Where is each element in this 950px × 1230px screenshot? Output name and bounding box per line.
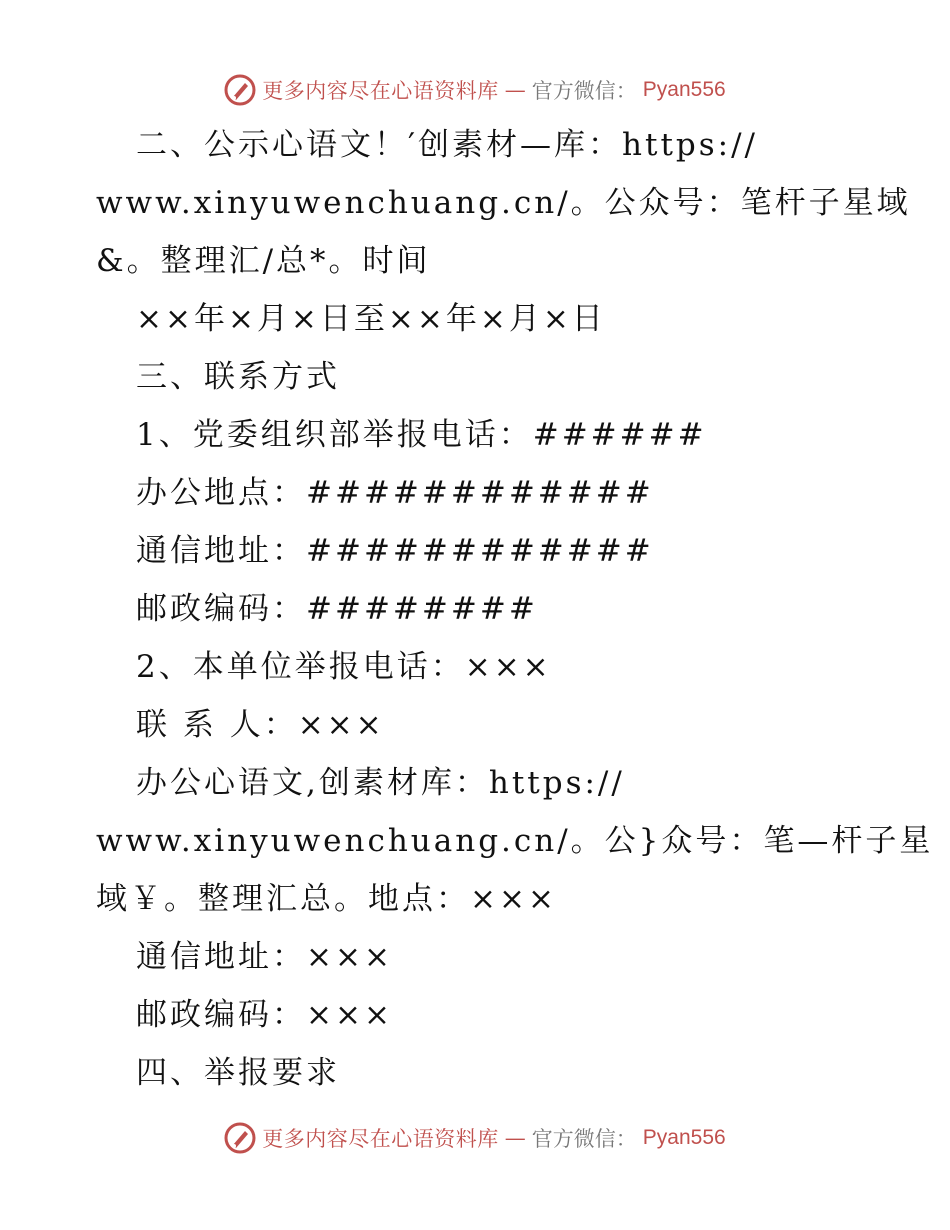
text-line-13: www.xinyuwenchuang.cn/。公}众号：笔—杆子星 — [96, 823, 934, 859]
unit-phone-line: 2、本单位举报电话：××× — [136, 649, 552, 685]
watermark-wechat-id: Pyan556 — [642, 1126, 726, 1149]
pen-logo-icon — [224, 74, 256, 106]
text-line-14: 域￥。整理汇总。地点：××× — [96, 881, 557, 917]
mailing-address-line-2: 通信地址：××× — [136, 939, 393, 975]
text-line-2: www.xinyuwenchuang.cn/。公众号：笔杆子星域 — [96, 185, 911, 221]
text-line-1: 二、公示心语文！′创素材—库：https:// — [136, 127, 759, 163]
watermark-dash: — — [504, 1126, 526, 1150]
text-line-3: &。整理汇/总*。时间 — [96, 243, 431, 279]
time-range-line: ××年×月×日至××年×月×日 — [136, 301, 606, 337]
text-line-12: 办公心语文,创素材库：https:// — [136, 765, 625, 801]
office-location-line: 办公地点：############ — [136, 475, 654, 511]
watermark-label: 官方微信： — [531, 1127, 637, 1151]
footer-watermark — [0, 1118, 950, 1158]
postal-code-line-2: 邮政编码：××× — [136, 997, 393, 1033]
party-committee-phone-line: 1、党委组织部举报电话：###### — [136, 417, 707, 453]
watermark-text: 更多内容尽在心语资料库 — [262, 1127, 499, 1151]
postal-code-line: 邮政编码：######## — [136, 591, 538, 627]
watermark-label: 官方微信： — [531, 79, 637, 103]
watermark-wechat-id: Pyan556 — [642, 78, 726, 101]
section-heading-requirements: 四、举报要求 — [136, 1055, 340, 1091]
mailing-address-line: 通信地址：############ — [136, 533, 654, 569]
pen-logo-icon — [224, 1122, 256, 1154]
header-watermark — [0, 70, 950, 110]
document-body — [96, 116, 934, 1102]
watermark-dash: — — [504, 78, 526, 102]
contact-person-line: 联 系 人：××× — [136, 707, 385, 743]
section-heading-contact: 三、联系方式 — [136, 359, 340, 395]
watermark-text: 更多内容尽在心语资料库 — [262, 79, 499, 103]
